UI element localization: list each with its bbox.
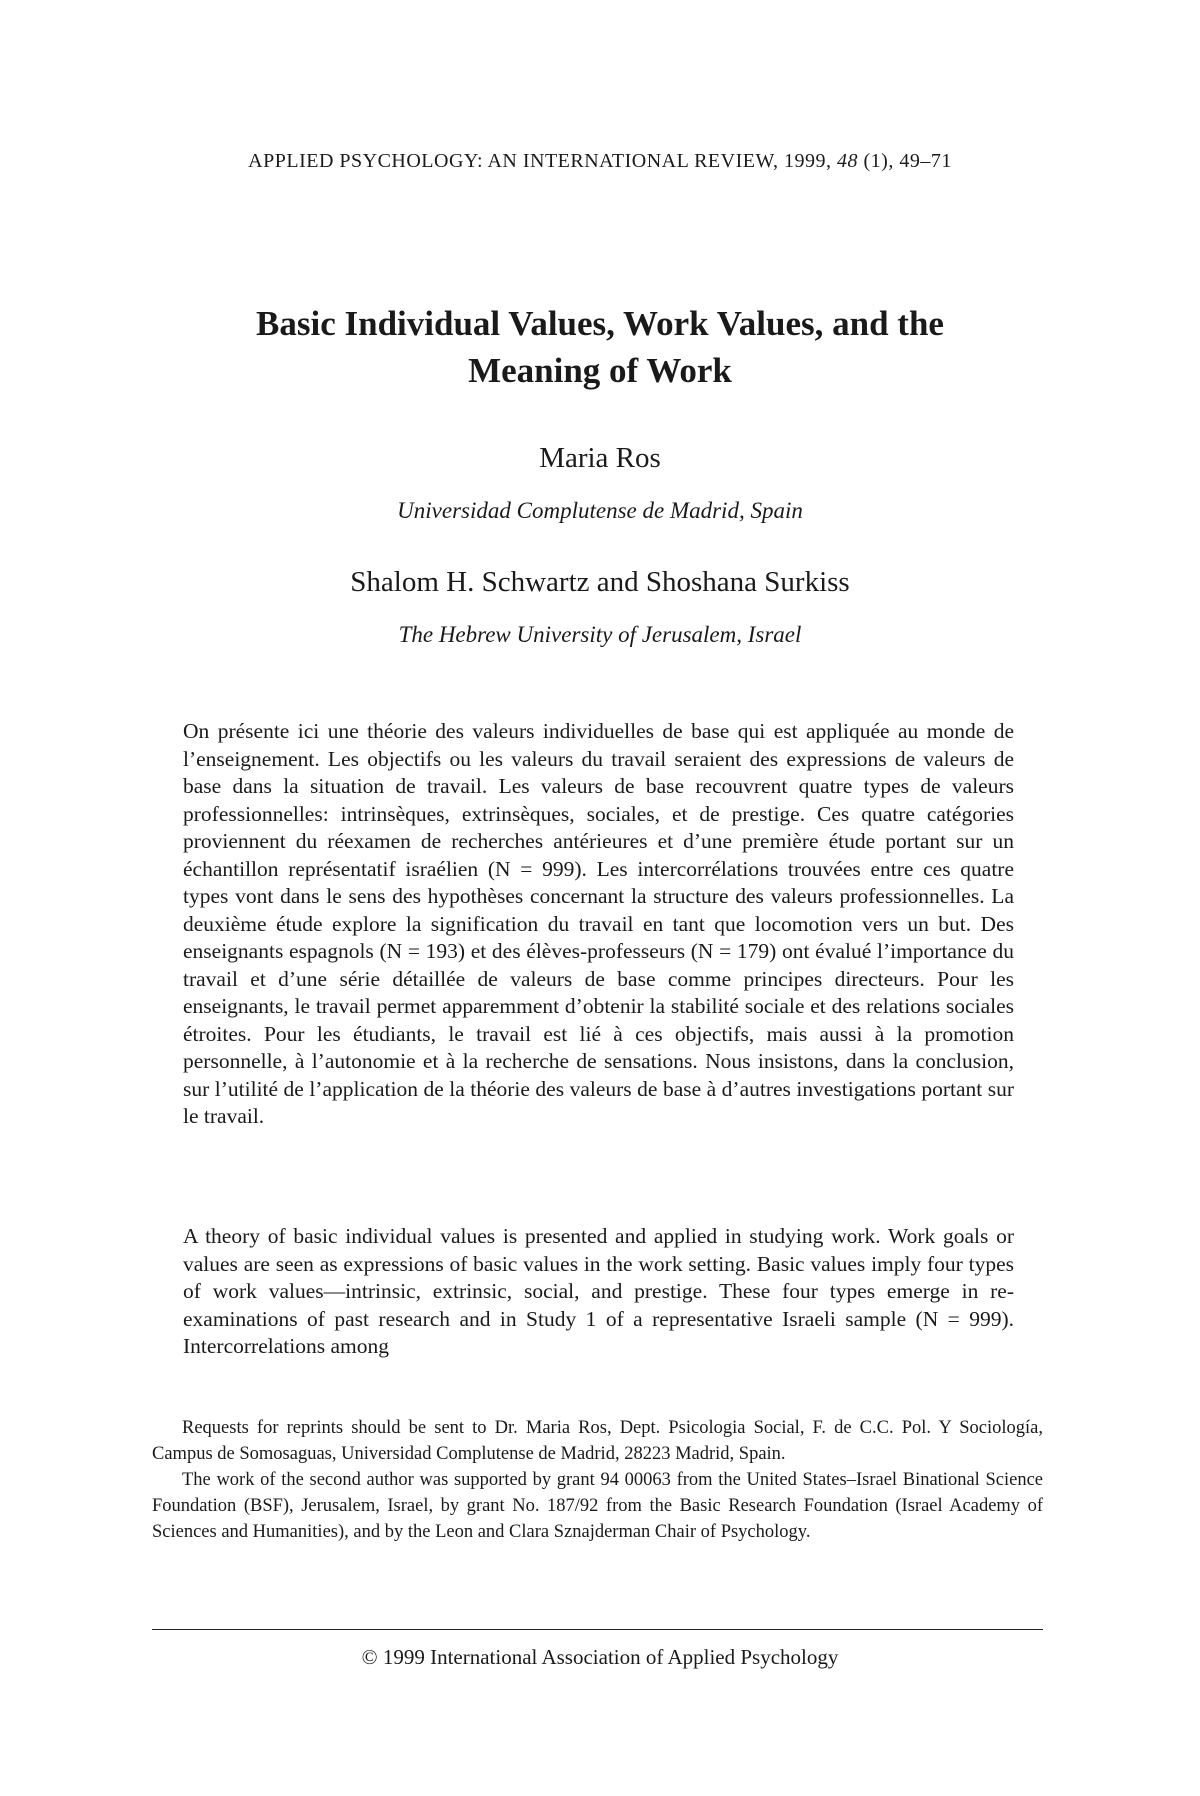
divider-rule	[152, 1629, 1043, 1630]
abstract-french: On présente ici une théorie des valeurs individuelles de base qui est appliquée au monde de l’enseignement. Les objectifs ou les valeurs du travail seraient des expressions de valeurs de base dans la situation de travail. Les valeurs de base recouvrent quatre types de valeurs professionnelles: intrinsèques, extrinsèques, sociales, et de prestige. Ces quatre catégories proviennent du réexamen de recherches antérieures et d’une première étude portant sur un échantillon représentatif israélien (N = 999). Les intercorrélations trouvées entre ces quatre types vont dans le sens des hypothèses concernant la structure des valeurs professionnelles. La deuxième étude explore la signification du travail en tant que locomotion vers un but. Des enseignants espagnols (N = 193) et des élèves-professeurs (N = 179) ont évalué l’importance du travail et d’une série détaillée de valeurs de base comme principes directeurs. Pour les enseignants, le travail permet apparemment d’obtenir la stabilité sociale et des relations sociales étroites. Pour les étudiants, le travail est lié à ces objectifs, mais aussi à la promotion personnelle, à l’autonomie et à la recherche de sensations. Nous insistons, dans la conclusion, sur l’utilité de l’application de la théorie des valeurs de base à d’autres investigations portant sur le travail.	[183, 719, 1014, 1128]
author-name: Maria Ros	[539, 442, 661, 474]
author-affiliation: Universidad Complutense de Madrid, Spain	[397, 498, 803, 523]
running-header	[0, 150, 1200, 173]
author-name: Shalom H. Schwartz and Shoshana Surkiss	[350, 566, 850, 598]
abstract-english: A theory of basic individual values is presented and applied in studying work. Work goals or values are seen as expressions of basic values in the work setting. Basic values imply four types of work values—intrinsic, extrinsic, social, and prestige. These four types emerge in re-examinations of past research and in Study 1 of a representative Israeli sample (N = 999). Intercorrelations among	[183, 1224, 1014, 1358]
title-line-2: Meaning of Work	[468, 351, 732, 390]
footnote-reprints: Requests for reprints should be sent to Dr. Maria Ros, Dept. Psicologia Social, F. de C.C. Pol. Y Sociología, Campus de Somosaguas, Universidad Complutense de Madrid, 28223 Madrid, Spain.	[152, 1418, 1043, 1464]
author-affiliation: The Hebrew University of Jerusalem, Israel	[398, 622, 802, 647]
copyright-line: © 1999 International Association of Applied Psychology	[361, 1645, 839, 1669]
paper-title	[0, 300, 1200, 394]
footnote-funding: The work of the second author was supported by grant 94 00063 from the United States–Israel Binational Science Foundation (BSF), Jerusalem, Israel, by grant No. 187/92 from the Basic Research Foundation (Israel Academy of Sciences and Humanities), and by the Leon and Clara Sznajderman Chair of Psychology.	[152, 1470, 1043, 1542]
title-line-1: Basic Individual Values, Work Values, and the	[256, 304, 944, 343]
journal-citation: APPLIED PSYCHOLOGY: AN INTERNATIONAL REVIEW, 1999,	[248, 150, 837, 172]
footnotes	[152, 1415, 1043, 1545]
journal-issue-pages: (1), 49–71	[858, 150, 952, 172]
journal-volume: 48	[837, 150, 858, 172]
